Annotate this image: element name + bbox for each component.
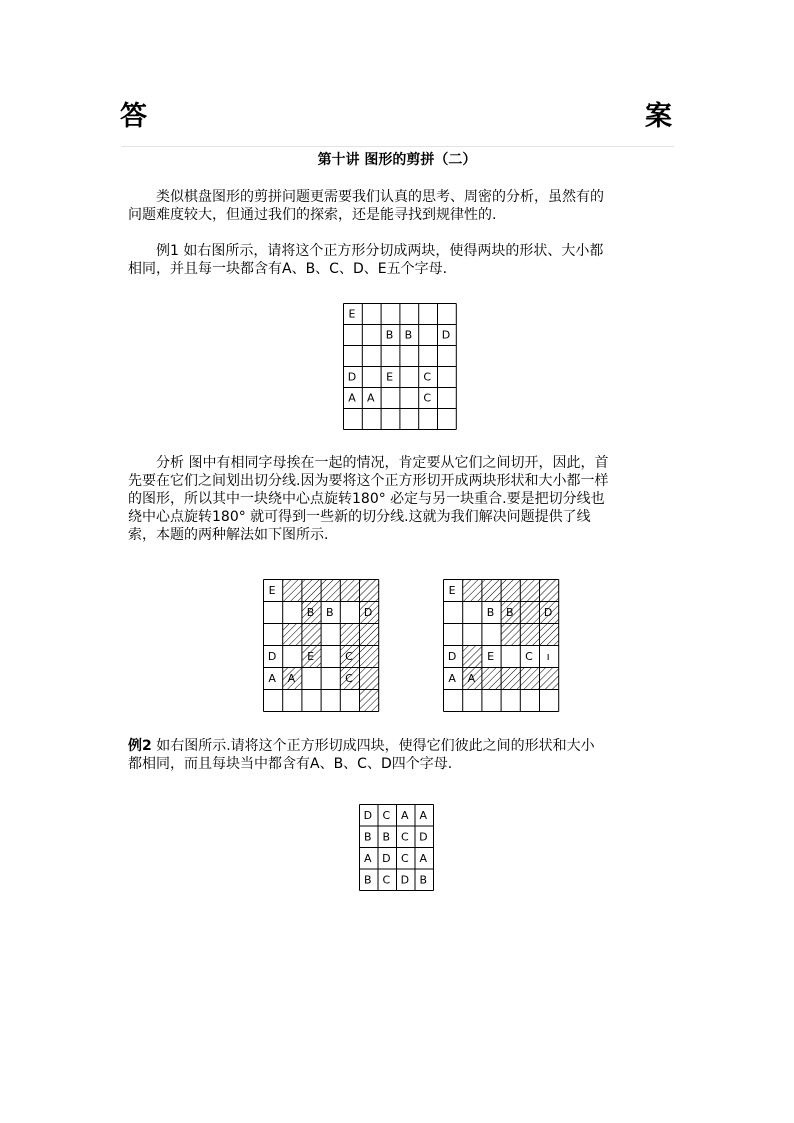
- grid1-cell-letter: C: [423, 370, 432, 384]
- solution1-shaded-cell: [283, 624, 302, 646]
- grid2-cell-letter: C: [400, 830, 409, 844]
- solution1-shaded-cell: [360, 646, 379, 668]
- solution1-shaded-cell: [340, 580, 359, 602]
- solution2-shaded-cell: [520, 580, 539, 602]
- solution1-cell-letter: D: [363, 606, 373, 619]
- solution2-cell-letter: E: [448, 584, 456, 597]
- solution2-shaded-cell: [482, 580, 501, 602]
- example2-paragraph: [128, 737, 668, 773]
- intro-paragraph: [128, 188, 668, 224]
- solution1-cell-letter: B: [325, 606, 334, 619]
- grid2-cell-letter: D: [382, 851, 391, 865]
- header-rule: [121, 146, 674, 147]
- example2-grid: [359, 804, 435, 892]
- solution2-cell-letter: E: [487, 650, 495, 663]
- analysis-line-3: 的图形，所以其中一块绕中心点旋转180° 必定与另一块重合.要是把切分线也: [128, 491, 605, 507]
- grid1-cell-letter: B: [385, 328, 394, 342]
- solution1-shaded-cell: [302, 580, 321, 602]
- grid1-cell-letter: A: [366, 391, 375, 405]
- header-left: 答: [120, 101, 147, 132]
- solution1-cell-letter: C: [345, 672, 353, 685]
- solution1-cell-letter: E: [307, 650, 315, 663]
- example1-grid: [343, 303, 457, 431]
- grid2-cell-letter: B: [382, 830, 391, 844]
- intro-line-2: 问题难度较大，但通过我们的探索，还是能寻找到规律性的.: [128, 207, 497, 223]
- solution1-cell-letter: C: [345, 650, 353, 663]
- solution1-cell-letter: D: [267, 650, 277, 663]
- solution1-shaded-cell: [360, 690, 379, 712]
- solution1-shaded-cell: [340, 624, 359, 646]
- example2-label: 例2: [128, 738, 152, 754]
- analysis-line-2: 先要在它们之间划出切分线.因为要将这个正方形切开成两块形状和大小都一样: [128, 473, 609, 489]
- grid2-cell-letter: C: [400, 851, 409, 865]
- grid2-cell-letter: A: [419, 808, 428, 822]
- solution1-shaded-cell: [302, 624, 321, 646]
- solution2-shaded-cell: [520, 668, 539, 690]
- grid1-cell-letter: A: [348, 391, 356, 405]
- solution2-cell-letter: C: [525, 650, 533, 663]
- solution1-cell-letter: E: [268, 584, 276, 597]
- solution2-shaded-cell: [463, 580, 482, 602]
- grid1-cell-letter: B: [404, 328, 413, 342]
- solution2-shaded-cell: [520, 624, 539, 646]
- grid2-cell-letter: D: [419, 830, 428, 844]
- solution1-cell-letter: B: [306, 606, 315, 619]
- solution2-shaded-cell: [540, 580, 559, 602]
- solution2-cell-letter: B: [505, 606, 514, 619]
- solution-2-grid: [443, 579, 561, 713]
- analysis-line-4: 绕中心点旋转180° 就可得到一些新的切分线.这就为我们解决问题提供了线: [128, 509, 591, 525]
- solution2-cell-letter: B: [486, 606, 495, 619]
- example1-line-1: 例1 如右图所示，请将这个正方形分切成两块，使得两块的形状、大小都: [128, 243, 604, 259]
- solution-1-grid: [263, 579, 381, 713]
- grid2-cell-letter: D: [363, 808, 373, 822]
- lecture-title: 第十讲 图形的剪拼（二）: [317, 152, 477, 168]
- solution1-shaded-cell: [283, 580, 302, 602]
- example1-line-2: 相同，并且每一块都含有A、B、C、D、E五个字母.: [128, 261, 448, 277]
- grid2-cell-letter: D: [400, 873, 410, 887]
- solution2-shaded-cell: [482, 668, 501, 690]
- intro-line-1: 类似棋盘图形的剪拼问题更需要我们认真的思考、周密的分析，虽然有的: [128, 189, 604, 205]
- grid1-cell-letter: E: [348, 307, 356, 321]
- solution2-shaded-cell: [501, 624, 520, 646]
- solution2-shaded-cell: [540, 624, 559, 646]
- analysis-line-5: 索，本题的两种解法如下图所示.: [128, 527, 329, 543]
- solution2-cell-letter: A: [448, 672, 456, 685]
- solution2-shaded-cell: [501, 580, 520, 602]
- solution2-shaded-cell: [463, 646, 482, 668]
- solution2-shaded-cell: [501, 668, 520, 690]
- example2-line-2: 都相同，而且每块当中都含有A、B、C、D四个字母.: [128, 756, 453, 772]
- solution1-cell-letter: A: [268, 672, 276, 685]
- grid2-cell-letter: A: [419, 851, 428, 865]
- solution2-cell-letter: D: [543, 606, 553, 619]
- solution1-shaded-cell: [360, 580, 379, 602]
- solution2-cell-letter: D: [447, 650, 457, 663]
- grid2-cell-letter: A: [364, 851, 372, 865]
- solution2-shaded-cell: [520, 602, 539, 624]
- solution2-cell-letter: A: [467, 672, 476, 685]
- grid2-cell-letter: B: [419, 873, 428, 887]
- example2-line-1: 如右图所示.请将这个正方形切成四块，使得它们彼此之间的形状和大小: [151, 738, 595, 754]
- grid2-cell-letter: A: [401, 808, 409, 822]
- solution2-cell-letter: ı: [546, 650, 550, 663]
- grid1-cell-letter: E: [386, 370, 394, 384]
- solution2-shaded-cell: [540, 668, 559, 690]
- grid1-cell-letter: C: [423, 391, 432, 405]
- analysis-paragraph: [128, 454, 668, 544]
- analysis-line-1: 分析 图中有相同字母挨在一起的情况，肯定要从它们之间切开，因此，首: [128, 455, 609, 471]
- grid2-cell-letter: C: [382, 808, 391, 822]
- solution1-cell-letter: A: [287, 672, 296, 685]
- grid2-cell-letter: B: [364, 830, 372, 844]
- grid2-cell-letter: B: [364, 873, 372, 887]
- grid2-cell-letter: C: [382, 873, 391, 887]
- grid1-cell-letter: D: [441, 328, 451, 342]
- solution1-shaded-cell: [360, 624, 379, 646]
- solution1-shaded-cell: [360, 668, 379, 690]
- grid1-cell-letter: D: [347, 370, 357, 384]
- header-right: 案: [645, 101, 672, 132]
- example1-paragraph: [128, 242, 668, 278]
- solution1-shaded-cell: [321, 580, 340, 602]
